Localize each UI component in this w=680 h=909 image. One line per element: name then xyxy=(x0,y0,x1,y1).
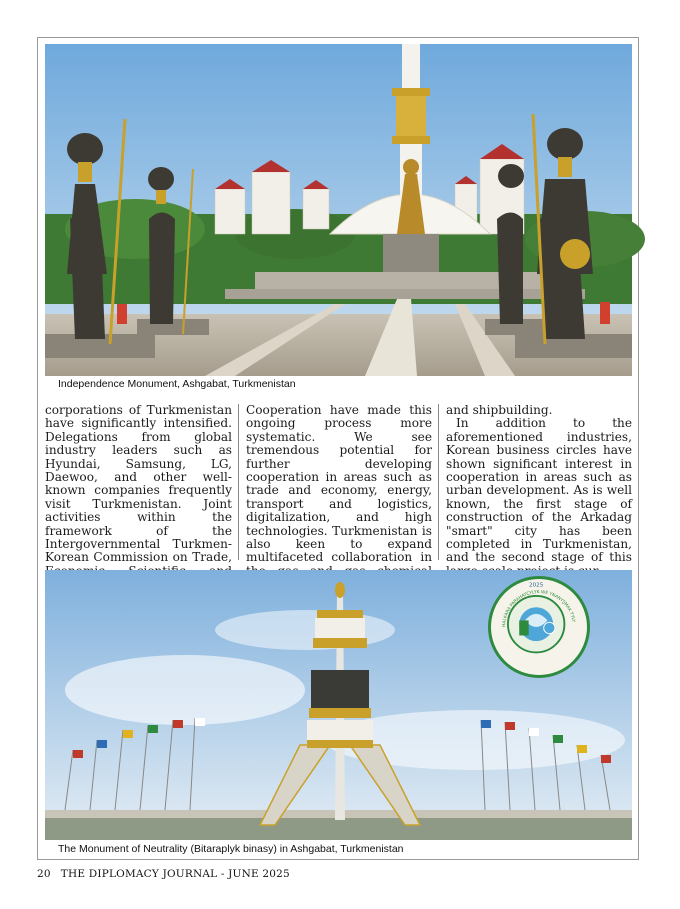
column-1-text: corporations of Turkmenistan have significantly intensified. Delegations from global industry leaders such as Hyundai, Samsung, LG, Daewoo, and other well-known companies frequently visit Turkmenistan. Joint activities within the framework of the Intergovernmental Turkmen-Korean Commission on Trade, xyxy=(45,403,232,565)
page-number: 20 xyxy=(37,868,51,880)
column-2-text: Cooperation have made this ongoing process more systematic. We see tremendous potential for further developing cooperation in areas such as trade and economy, energy, transport and logistics, digitalization, and high technologies. Turkmenistan is also keen to expand multifaceted collaboration in xyxy=(246,403,432,565)
peace-year-emblem xyxy=(488,576,590,678)
page-footer xyxy=(37,868,290,880)
article-column-2 xyxy=(238,403,438,565)
publication-name: THE DIPLOMACY JOURNAL - JUNE 2025 xyxy=(60,868,290,880)
emblem-year: 2025 xyxy=(529,582,544,589)
photo-caption-bottom: The Monument of Neutrality (Bitaraplyk binasy) in Ashgabat, Turkmenistan xyxy=(58,843,404,855)
column-3-paragraph-1: and shipbuilding. xyxy=(446,403,553,417)
neutrality-monument-photo xyxy=(45,570,632,840)
article-column-1 xyxy=(45,403,238,565)
emblem-ring-text: HALKARA PARAHATÇYLYK WE YNANYŞMAK ÝYLY xyxy=(502,590,576,628)
column-3-paragraph-2: In addition to the aforementioned industries, Korean business circles have shown significant interest in cooperation in areas such as urban development. As is well known, the first stage of construction of the Arkadag "smart" city has been completed in Turkmenistan, and the second stage of this xyxy=(446,416,632,565)
photo-caption-top: Independence Monument, Ashgabat, Turkmenistan xyxy=(58,378,296,390)
article-column-3 xyxy=(438,403,632,565)
article-columns xyxy=(45,403,632,565)
independence-monument-photo xyxy=(45,44,632,376)
